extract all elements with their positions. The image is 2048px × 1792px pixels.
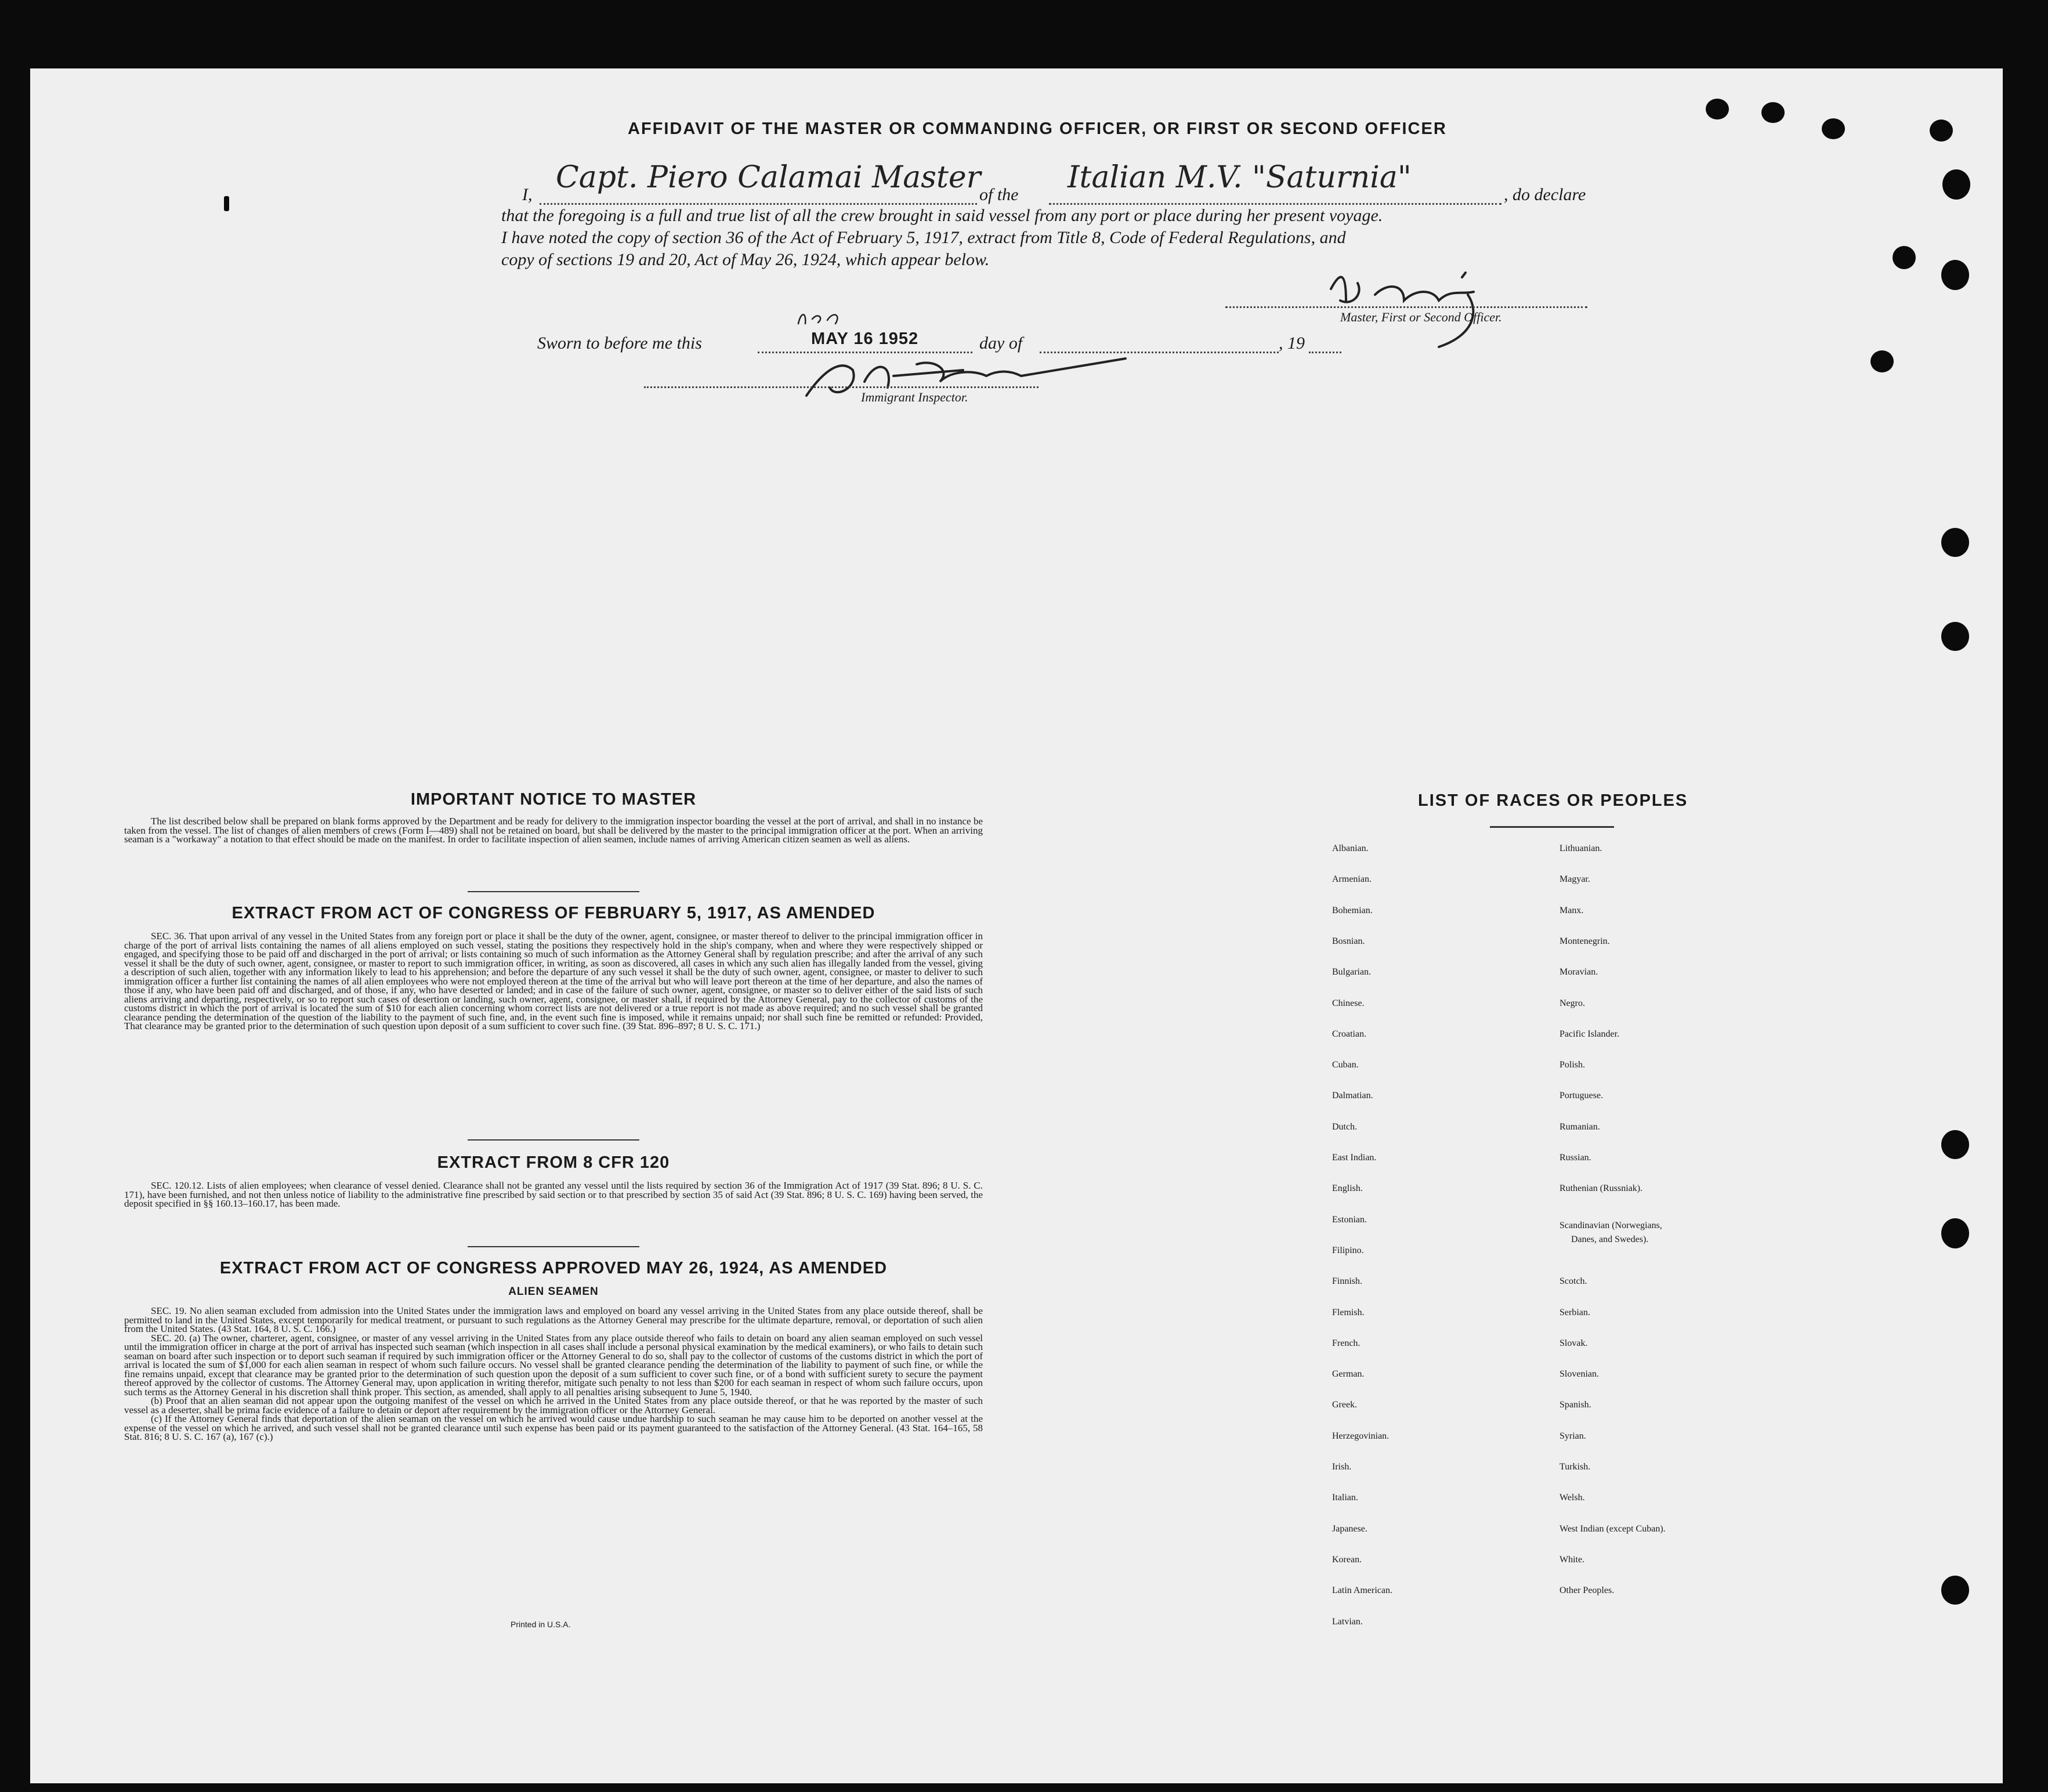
race-item: Negro. [1559,998,1585,1008]
document-page [30,68,2003,1783]
extract-1917-title: EXTRACT FROM ACT OF CONGRESS OF FEBRUARY 5, 1917, AS AMENDED [231,904,875,922]
day-of-label: day of [979,334,1023,353]
race-item: Flemish. [1332,1308,1365,1317]
punch-hole [1941,1218,1969,1248]
race-item: West Indian (except Cuban). [1559,1524,1666,1534]
inspector-label: Immigrant Inspector. [861,390,968,404]
race-item: Serbian. [1559,1308,1590,1317]
punch-hole [1930,120,1953,142]
race-item: Cuban. [1332,1060,1359,1070]
punch-hole [1941,528,1969,557]
punch-hole [1942,169,1970,200]
divider [468,891,639,892]
of-the-label: of the [979,185,1019,204]
year-prefix: , 19 [1279,334,1305,353]
extract-1924-text [124,1306,983,1442]
race-item: French. [1332,1338,1360,1348]
extract-1917-paragraph: SEC. 36. That upon arrival of any vessel in the United States from any foreign port or place it shall be the duty of the owner, agent, consignee, or master thereof to deliver to the principal immigration officer in charge of the port of arrival lists containing the names of all aliens employed on such vessel, stating the positions they respectively hold in the ship's company, when and where they were respectively shipped or engaged, and specifying those to be paid off and discharged in the port of arrival; or lists containing so much of such information as the Attorney General shall by regulation prescribe; and after the arrival of any such vessel it shall be the duty of such owner, agent, consignee, or master to report to such immigration officer, in writing, as soon as discovered, all cases in which any such alien has illegally landed from the vessel, giving a description of such alien, together with any information likely to lead to his apprehension; and before the departure of any such vessel it shall be the duty of such owner, agent, consignee, or master to deliver to such immigration officer a further list containing the names of all alien employees who were not employed thereon at the time of the arrival but who will leave port thereon at the time of her departure, and also the names of those if any, who have been paid off and discharged, and of those, if any, who have deserted or landed; and in case of the failure of such owner, agent, consignee, or master so to deliver either of the said lists of such aliens arriving and departing, respectively, or so to report such cases of desertion or landing, such owner, agent, consignee, or master shall, if required by the Attorney General, pay to the collector of customs of the customs district in which the port of arrival is located the sum of $10 for each alien concerning whom correct lists are not delivered or a true report is not made as above required; and no such vessel shall be granted clearance pending the determination of the question of the liability to the payment of such fine, and, in the event such fine is imposed, while it remains unpaid; nor shall such fine be remitted or refunded: Provided, That clearance may be granted prior to the determination of such question upon deposit of a sum sufficient to cover such fine. (39 Stat. 896–897; 8 U. S. C. 171.) [124,931,983,1031]
race-item: Slovenian. [1559,1369,1599,1379]
printed-in-usa: Printed in U.S.A. [511,1620,571,1629]
section-20c-paragraph: (c) If the Attorney General finds that deportation of the alien seaman on the vessel on which he arrived would cause undue hardship to such seaman he may cause him to be deported on another vessel at the expense of the vessel on which he arrived, and such vessel shall not be granted clearance until such expense has been paid or its payment guaranteed to the satisfaction of the Attorney General. (43 Stat. 164–165, 58 Stat. 816; 8 U. S. C. 167 (a), 167 (c).) [124,1413,983,1442]
declaration-line-4: copy of sections 19 and 20, Act of May 26, 1924, which appear below. [501,250,990,269]
race-item: Albanian. [1332,843,1369,853]
race-item: Other Peoples. [1559,1585,1615,1595]
section-20b-paragraph: (b) Proof that an alien seaman did not appear upon the outgoing manifest of the vessel on which he arrived in the United States from any place outside thereof, or that he was reported by the master of such vessel as a deserter, shall be prima facie evidence of a failure to detain or deport after requirement by the immigration officer or the Attorney General. [124,1395,983,1416]
punch-hole [1822,118,1845,139]
punch-hole [224,196,229,211]
extract-8cfr-title: EXTRACT FROM 8 CFR 120 [437,1153,670,1172]
race-item: Dutch. [1332,1122,1358,1132]
declaration-line-3: I have noted the copy of section 36 of the Act of February 5, 1917, extract from Title 8, Code of Federal Regulations, and [501,228,1346,247]
affidavit-title: AFFIDAVIT OF THE MASTER OR COMMANDING OFFICER, OR FIRST OR SECOND OFFICER [628,120,1447,138]
race-item: Polish. [1559,1060,1586,1070]
race-item: German. [1332,1369,1365,1379]
race-item: Dalmatian. [1332,1091,1373,1100]
race-item: Slovak. [1559,1338,1588,1348]
race-item: Armenian. [1332,874,1372,884]
notice-text [124,817,983,844]
punch-hole [1893,246,1916,269]
notice-title: IMPORTANT NOTICE TO MASTER [410,790,697,809]
race-item: Korean. [1332,1555,1362,1565]
race-item: Estonian. [1332,1215,1367,1225]
race-item: Latin American. [1332,1585,1392,1595]
race-item: Latvian. [1332,1617,1363,1627]
race-item: Moravian. [1559,967,1598,977]
year-line [1309,352,1341,353]
race-item: Herzegovinian. [1332,1431,1390,1441]
punch-hole [1941,622,1969,651]
extract-1917-text [124,932,983,1031]
races-title: LIST OF RACES OR PEOPLES [1418,791,1688,810]
punch-hole [1761,102,1785,123]
race-item: Japanese. [1332,1524,1367,1534]
punch-hole [1941,1576,1969,1605]
race-item: Filipino. [1332,1246,1364,1255]
race-item: Scandinavian (Norwegians, [1559,1221,1662,1230]
section-20a-paragraph: SEC. 20. (a) The owner, charterer, agent, consignee, or master of any vessel arriving in the United States from any place outside thereof who fails to detain on board any alien seaman employed on such vessel until the immigration officer in charge at the port of arrival has inspected such seaman (which inspection in all cases shall include a personal physical examination by the medical examiners), or who fails to detain such seaman on board after such inspection or to deport such seaman if required by such immigration officer or the Attorney General to do so, shall pay to the collector of customs of the customs district in which the port of arrival is located the sum of $1,000 for each alien seaman in respect of whom such failure occurs. No vessel shall be granted clearance pending the determination of the liability to payment of such fine, or while the fine remains unpaid, except that clearance may be granted prior to the determination of such question upon the deposit of a sum sufficient to cover such fine, or of a bond with sufficient surety to secure the payment thereof approved by the collector of customs. The Attorney General may, upon application in writing therefor, mitigate such penalty to not less than $200 for each seaman in respect of whom such failure occurs, upon such terms as the Attorney General in his discretion shall think proper. This section, as amended, shall apply to all penalties arising subsequent to June 5, 1940. [124,1332,983,1398]
sworn-date-stamp: MAY 16 1952 [811,330,919,348]
race-item: Italian. [1332,1493,1358,1503]
race-item: Finnish. [1332,1276,1363,1286]
extract-8cfr-paragraph: SEC. 120.12. Lists of alien employees; when clearance of vessel denied. Clearance shall not be granted any vessel until the lists required by section 36 of the Immigration Act of 1917 (39 Stat. 896; 8 U. S. C. 171), have been furnished, and not then unless notice of liability to the administrative fine prescribed by said section or to that prescribed by section 35 of said Act (39 Stat. 896; 8 U. S. C. 169) having been served, the deposit specified in §§ 160.13–160.17, has been made. [124,1180,983,1209]
race-item: Greek. [1332,1400,1358,1410]
date-annotation-mark [795,306,847,330]
race-item: Ruthenian (Russniak). [1559,1183,1643,1193]
extract-8cfr-text [124,1181,983,1208]
extract-1924-title: EXTRACT FROM ACT OF CONGRESS APPROVED MAY 26, 1924, AS AMENDED [219,1259,888,1277]
race-item: Magyar. [1559,874,1590,884]
master-signature-line [1225,306,1587,308]
divider [468,1246,639,1247]
declaration-line-2: that the foregoing is a full and true list of all the crew brought in said vessel from any port or place during her present voyage. [501,206,1383,225]
master-name-handwritten: Capt. Piero Calamai Master [556,160,981,195]
inspector-signature [801,347,1149,405]
races-title-underline [1490,826,1614,828]
race-item: Bulgarian. [1332,967,1372,977]
vessel-handwritten: Italian M.V. "Saturnia" [1068,160,1412,195]
race-item: White. [1559,1555,1585,1565]
race-item: Russian. [1559,1153,1591,1163]
sworn-label: Sworn to before me this [537,334,702,353]
race-item: Portuguese. [1559,1091,1604,1100]
section-19-paragraph: SEC. 19. No alien seaman excluded from admission into the United States under the immigration laws and employed on board any vessel arriving in the United States from any place outside thereof, shall be permitted to land in the United States, except temporarily for medical treatment, or pursuant to such regulations as the Attorney General may prescribe for the ultimate departure, removal, or deportation of such alien from the United States. (43 Stat. 164, 8 U. S. C. 166.) [124,1305,983,1334]
race-item: Pacific Islander. [1559,1029,1620,1039]
race-item: Croatian. [1332,1029,1367,1039]
race-item: Danes, and Swedes). [1571,1235,1649,1244]
race-item: Montenegrin. [1559,936,1610,946]
race-item: Turkish. [1559,1462,1591,1472]
race-item: Rumanian. [1559,1122,1600,1132]
alien-seamen-subtitle: ALIEN SEAMEN [508,1286,599,1298]
race-item: Bosnian. [1332,936,1365,946]
race-item: Syrian. [1559,1431,1586,1441]
race-item: Welsh. [1559,1493,1585,1503]
race-item: Scotch. [1559,1276,1587,1286]
punch-hole [1706,99,1729,120]
race-item: Irish. [1332,1462,1352,1472]
punch-hole [1941,1130,1969,1159]
race-item: Bohemian. [1332,906,1373,915]
race-item: East Indian. [1332,1153,1377,1163]
punch-hole [1870,350,1894,372]
race-item: Manx. [1559,906,1584,915]
notice-paragraph: The list described below shall be prepared on blank forms approved by the Department and be ready for delivery to the immigration inspector boarding the vessel at the port of arrival, and shall in no instance be taken from the vessel. The list of changes of alien members of crews (Form I—489) shall not be retained on board, but shall be delivered by the master to the principal immigration officer at the port. When an arriving seaman is a "workaway" a notation to that effect should be made on the manifest. In order to facilitate inspection of alien seamen, include names of arriving American citizen seamen as well as aliens. [124,816,983,845]
punch-hole [1941,260,1969,290]
master-label: Master, First or Second Officer. [1340,310,1502,324]
race-item: Chinese. [1332,998,1365,1008]
divider [468,1139,639,1141]
inspector-signature-line [644,386,1039,388]
do-declare-label: , do declare [1504,185,1586,204]
race-item: English. [1332,1183,1363,1193]
race-item: Lithuanian. [1559,843,1602,853]
race-item: Spanish. [1559,1400,1591,1410]
i-label: I, [522,185,533,204]
